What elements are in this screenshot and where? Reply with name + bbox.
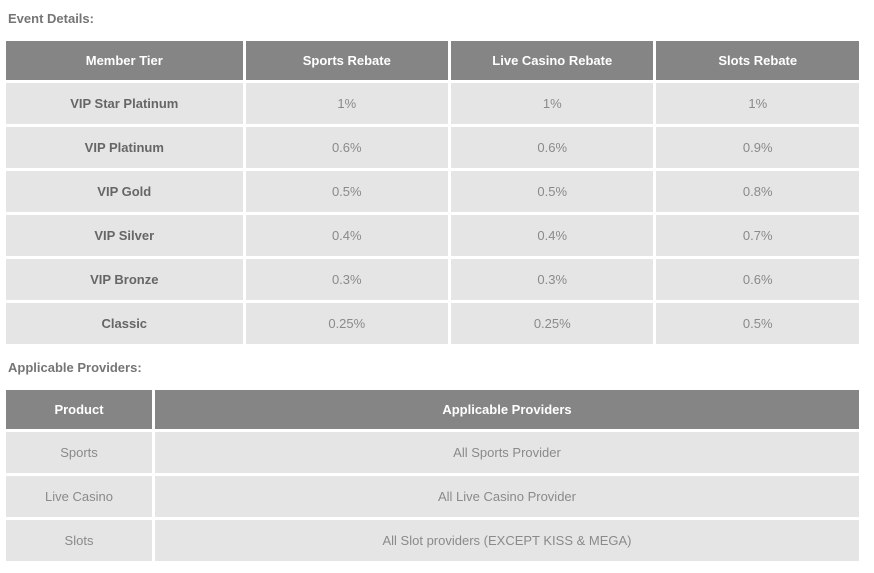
column-header-applicable-providers: Applicable Providers [155,390,859,429]
tier-cell: VIP Bronze [6,259,243,300]
live-casino-rebate-cell: 0.3% [451,259,653,300]
column-header-product: Product [6,390,152,429]
product-cell: Slots [6,520,152,561]
table-row [6,520,859,561]
table-row [6,259,859,300]
sports-rebate-cell: 0.3% [246,259,448,300]
column-header-member-tier: Member Tier [6,41,243,80]
providers-cell: All Live Casino Provider [155,476,859,517]
column-header-sports-rebate: Sports Rebate [246,41,448,80]
table-row [6,303,859,344]
table-row [6,127,859,168]
providers-table-header-row [6,390,859,429]
table-row [6,432,859,473]
table-row [6,215,859,256]
live-casino-rebate-cell: 0.4% [451,215,653,256]
product-cell: Live Casino [6,476,152,517]
slots-rebate-cell: 0.9% [656,127,859,168]
tier-cell: Classic [6,303,243,344]
tier-cell: VIP Star Platinum [6,83,243,124]
sports-rebate-cell: 0.6% [246,127,448,168]
table-row [6,83,859,124]
applicable-providers-label: Applicable Providers: [8,360,142,375]
rebate-table [3,38,862,347]
providers-cell: All Sports Provider [155,432,859,473]
column-header-live-casino-rebate: Live Casino Rebate [451,41,653,80]
live-casino-rebate-cell: 0.5% [451,171,653,212]
product-cell: Sports [6,432,152,473]
slots-rebate-cell: 0.7% [656,215,859,256]
slots-rebate-cell: 0.8% [656,171,859,212]
live-casino-rebate-cell: 0.25% [451,303,653,344]
table-row [6,171,859,212]
sports-rebate-cell: 1% [246,83,448,124]
sports-rebate-cell: 0.25% [246,303,448,344]
rebate-table-header-row [6,41,859,80]
providers-cell: All Slot providers (EXCEPT KISS & MEGA) [155,520,859,561]
slots-rebate-cell: 0.6% [656,259,859,300]
sports-rebate-cell: 0.4% [246,215,448,256]
event-details-label: Event Details: [8,11,94,26]
column-header-slots-rebate: Slots Rebate [656,41,859,80]
slots-rebate-cell: 0.5% [656,303,859,344]
live-casino-rebate-cell: 1% [451,83,653,124]
tier-cell: VIP Gold [6,171,243,212]
table-row [6,476,859,517]
tier-cell: VIP Platinum [6,127,243,168]
live-casino-rebate-cell: 0.6% [451,127,653,168]
sports-rebate-cell: 0.5% [246,171,448,212]
providers-table [3,387,862,564]
slots-rebate-cell: 1% [656,83,859,124]
tier-cell: VIP Silver [6,215,243,256]
